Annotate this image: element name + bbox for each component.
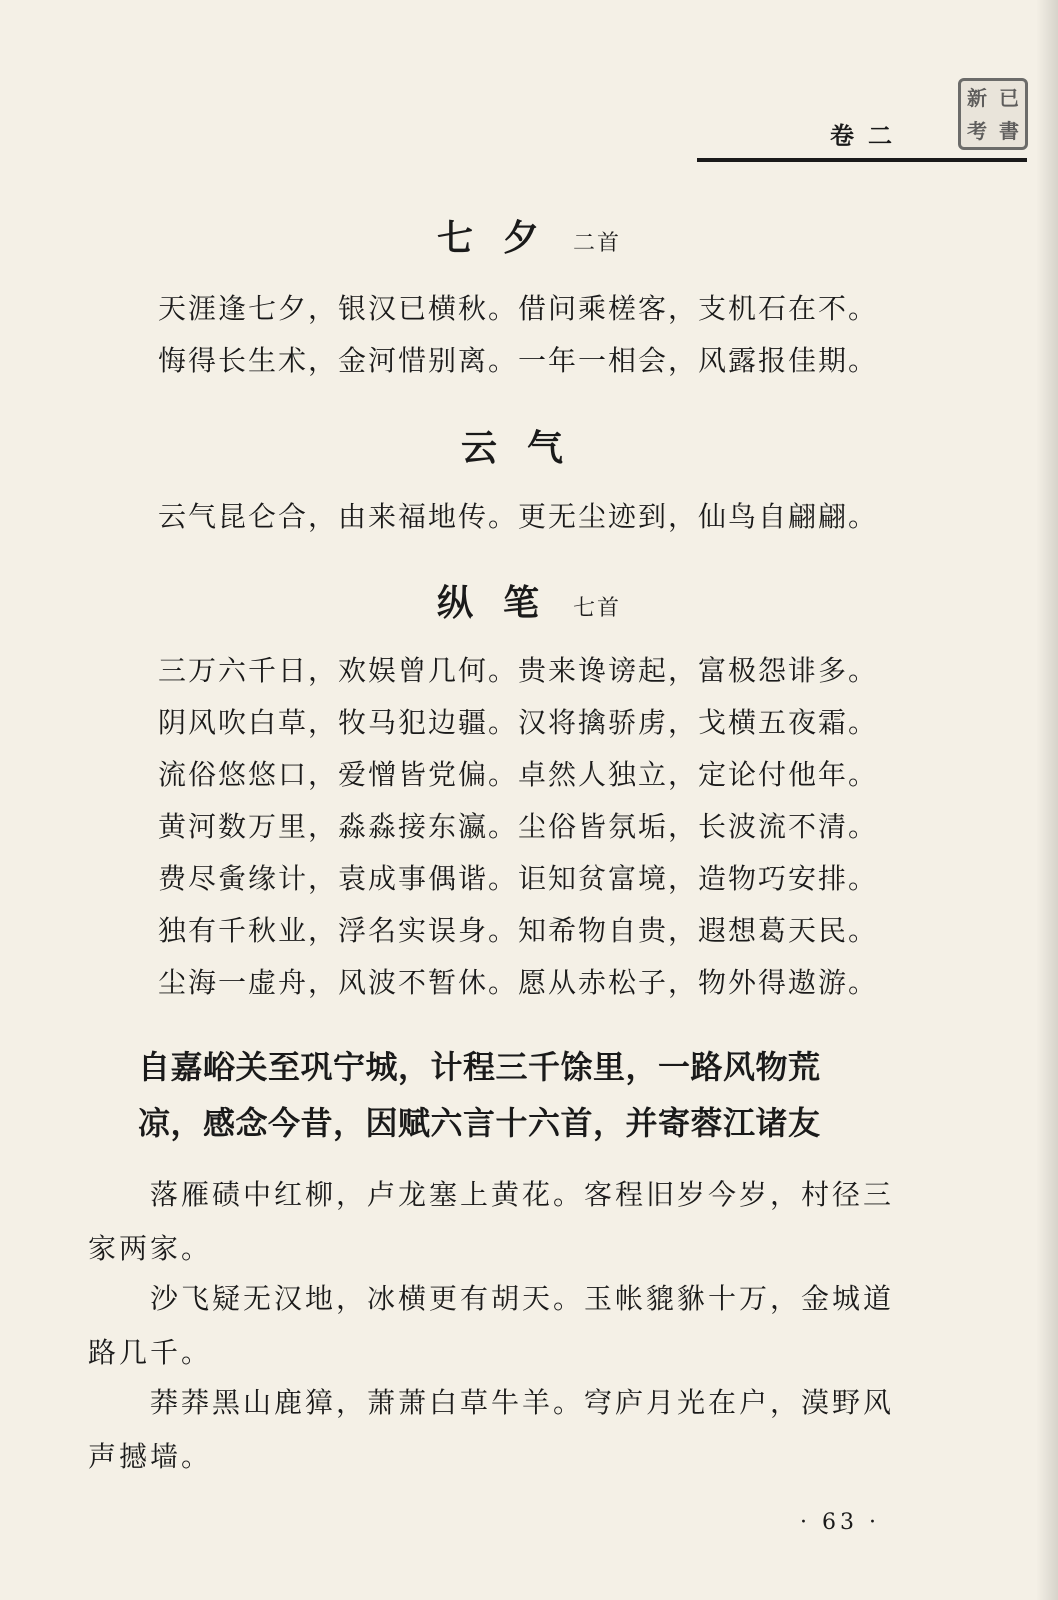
poem-title: 纵笔 bbox=[436, 582, 569, 624]
verse-line: 独有千秋业，浮名实误身。知希物自贵，遐想葛天民。 bbox=[158, 914, 879, 947]
prose-text: 落雁碛中红柳，卢龙塞上黄花。客程旧岁今岁，村径三家两家。 bbox=[88, 1178, 895, 1265]
prose-paragraph bbox=[88, 1376, 918, 1484]
verse-line: 黄河数万里，淼淼接东瀛。尘俗皆氛垢，长波流不清。 bbox=[158, 810, 879, 843]
header-rule bbox=[697, 158, 1027, 162]
poem-count: 七首 bbox=[573, 596, 622, 621]
verse-line: 天涯逢七夕，银汉已横秋。借问乘槎客，支机石在不。 bbox=[158, 292, 879, 325]
long-title-line: 凉，感念今昔，因赋六言十六首，并寄蓉江诸友 bbox=[138, 1104, 821, 1142]
verse-line: 费尽夤缘计，袁成事偶谐。讵知贫富境，造物巧安排。 bbox=[158, 862, 879, 895]
poem-title-yunqi bbox=[0, 420, 1058, 471]
prose-text: 莽莽黑山鹿獐，萧萧白草牛羊。穹庐月光在户，漠野风声撼墙。 bbox=[88, 1386, 895, 1473]
prose-paragraph bbox=[88, 1272, 918, 1380]
seal-char: 書 bbox=[999, 118, 1019, 143]
verse-line: 尘海一虚舟，风波不暂休。愿从赤松子，物外得遨游。 bbox=[158, 966, 879, 999]
verse-line: 悔得长生术，金河惜别离。一年一相会，风露报佳期。 bbox=[158, 344, 879, 377]
poem-count: 二首 bbox=[573, 231, 622, 256]
poem-title: 云气 bbox=[460, 427, 593, 469]
running-head: 卷二 bbox=[830, 122, 906, 150]
seal-char: 新 bbox=[967, 85, 987, 110]
poem-title-zongbi bbox=[0, 575, 1058, 626]
seal-stamp-icon bbox=[958, 78, 1028, 150]
poem-title: 七夕 bbox=[436, 217, 569, 259]
seal-char: 考 bbox=[967, 118, 987, 143]
prose-text: 沙飞疑无汉地，冰横更有胡天。玉帐貔貅十万，金城道路几千。 bbox=[88, 1282, 895, 1369]
page-number: · 63 · bbox=[800, 1510, 880, 1535]
poem-title-qixi bbox=[0, 210, 1058, 261]
prose-paragraph bbox=[88, 1168, 918, 1276]
long-title-line: 自嘉峪关至巩宁城，计程三千馀里，一路风物荒 bbox=[138, 1048, 821, 1086]
verse-line: 流俗悠悠口，爱憎皆党偏。卓然人独立，定论付他年。 bbox=[158, 758, 879, 791]
verse-line: 三万六千日，欢娱曾几何。贵来谗谤起，富极怨诽多。 bbox=[158, 654, 879, 687]
verse-line: 阴风吹白草，牧马犯边疆。汉将擒骄虏，戈横五夜霜。 bbox=[158, 706, 879, 739]
verse-line: 云气昆仑合，由来福地传。更无尘迹到，仙鸟自翩翩。 bbox=[158, 500, 879, 533]
seal-char: 已 bbox=[999, 85, 1019, 110]
